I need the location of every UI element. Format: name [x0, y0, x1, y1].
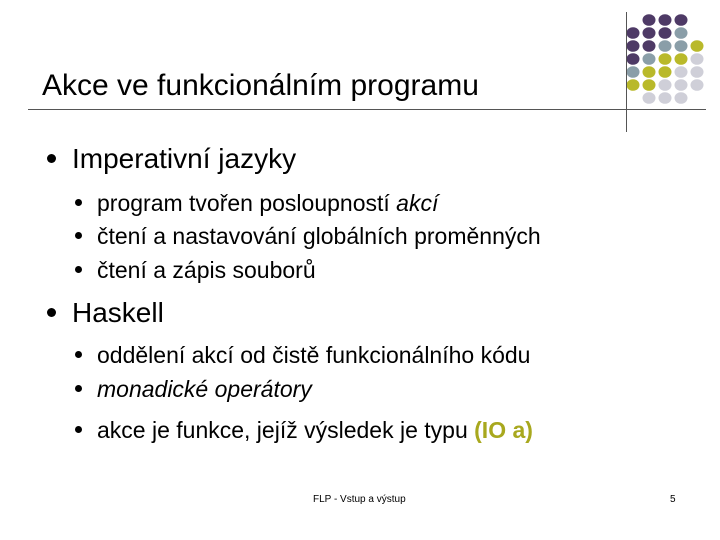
slide-footer: FLP - Vstup a výstup — [313, 494, 406, 505]
decor-dot — [643, 53, 656, 65]
sub-bullet-emphasis: monadické operátory — [97, 376, 312, 402]
bullet-heading: Imperativní jazyky — [72, 143, 297, 174]
decor-dot — [659, 53, 672, 65]
decor-dot — [659, 14, 672, 26]
sub-bullet-text: čtení a zápis souborů — [97, 257, 316, 283]
decor-dot — [691, 53, 704, 65]
bullet-dot-icon — [75, 426, 82, 433]
sub-bullet-text: oddělení akcí od čistě funkcionálního kódu — [97, 342, 531, 368]
decor-dot — [675, 40, 688, 52]
decor-dot — [627, 79, 640, 91]
decor-dot — [643, 14, 656, 26]
decor-dot — [675, 92, 688, 104]
decor-dot — [659, 40, 672, 52]
decor-dot — [627, 53, 640, 65]
bullet-dot-icon — [75, 266, 82, 273]
bullet-dot-icon — [47, 308, 56, 317]
sub-bullet-emphasis: akcí — [396, 190, 439, 216]
decor-dot — [659, 27, 672, 39]
bullet-dot-icon — [47, 154, 56, 163]
decor-dot — [659, 79, 672, 91]
decor-dot — [675, 66, 688, 78]
decor-dot — [627, 27, 640, 39]
decor-dot — [675, 27, 688, 39]
decor-dot — [691, 40, 704, 52]
vertical-divider — [626, 12, 627, 132]
bullet-heading: Haskell — [72, 297, 164, 328]
decor-dot — [675, 79, 688, 91]
decor-dot — [659, 66, 672, 78]
title-underline — [28, 109, 706, 110]
page-number: 5 — [670, 494, 676, 505]
decor-dot — [691, 66, 704, 78]
decor-dot — [643, 27, 656, 39]
sub-bullet-text: akce je funkce, jejíž výsledek je typu — [97, 417, 475, 443]
decor-dot — [675, 53, 688, 65]
decor-dot — [659, 92, 672, 104]
sub-bullet-text: program tvořen posloupností — [97, 190, 397, 216]
decor-dot — [627, 40, 640, 52]
decor-dot — [675, 14, 688, 26]
sub-bullet-text: čtení a nastavování globálních proměnných — [97, 223, 541, 249]
decor-dot — [691, 79, 704, 91]
slide-title: Akce ve funkcionálním programu — [42, 69, 479, 102]
decor-dot — [643, 92, 656, 104]
decor-dot — [643, 66, 656, 78]
decor-dot — [643, 79, 656, 91]
decor-dot — [627, 66, 640, 78]
bullet-dot-icon — [75, 232, 82, 239]
decor-dot — [643, 40, 656, 52]
bullet-dot-icon — [75, 385, 82, 392]
bullet-dot-icon — [75, 199, 82, 206]
io-type-highlight: (IO a) — [474, 417, 533, 443]
bullet-dot-icon — [75, 351, 82, 358]
